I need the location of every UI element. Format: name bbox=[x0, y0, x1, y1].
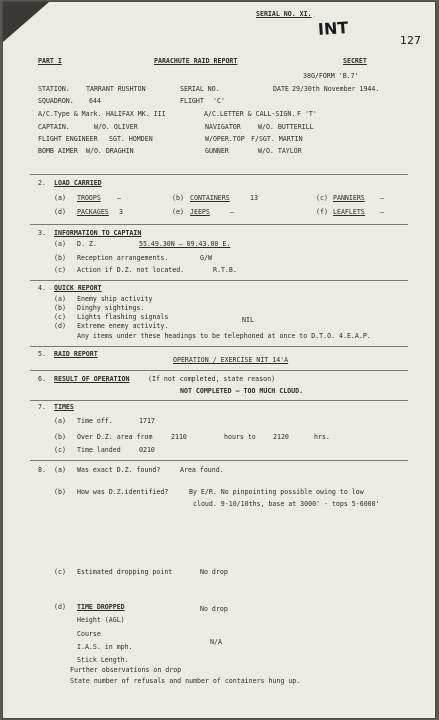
operation-value: OPERATION / EXERCISE NIT 14'A bbox=[173, 356, 289, 364]
leaflets-label: LEAFLETS bbox=[333, 208, 365, 216]
item-letter: (a) bbox=[54, 466, 66, 474]
dz-coordinates: 55.49.30N — 09.43.00 E. bbox=[139, 240, 231, 248]
divider bbox=[30, 224, 408, 225]
item-letter: (b) bbox=[54, 488, 66, 496]
navigator-value: W/O. BUTTERILL bbox=[258, 123, 314, 131]
item-letter: (b) bbox=[172, 194, 184, 202]
divider bbox=[30, 460, 408, 461]
time-landed-value: 0210 bbox=[139, 446, 155, 454]
packages-value: 3 bbox=[119, 208, 123, 216]
item-letter: (a) bbox=[54, 194, 66, 202]
further-observations-label: Further observations on drop bbox=[70, 666, 182, 674]
dz-label: D. Z. bbox=[77, 240, 97, 248]
telephone-note: Any items under these headings to be telephoned at once to D.T.O. 4.E.A.P. bbox=[77, 332, 371, 340]
item-letter: (a) bbox=[54, 240, 66, 248]
callsign-value: F 'T' bbox=[297, 110, 317, 118]
section-7-title: TIMES bbox=[54, 403, 74, 411]
item-letter: (c) bbox=[54, 313, 66, 321]
reception-value: G/W bbox=[200, 254, 212, 262]
hours-to-label: hours to bbox=[224, 433, 256, 441]
section-2-title: LOAD CARRIED bbox=[54, 179, 102, 187]
section-6-title: RESULT OF OPERATION bbox=[54, 375, 130, 383]
bomb-aimer-value: W/O. DRAGHIN bbox=[86, 147, 134, 155]
time-off-value: 1717 bbox=[139, 417, 155, 425]
serial-heading: SERIAL NO. XI. bbox=[256, 10, 312, 18]
divider bbox=[30, 370, 408, 371]
action-label: Action if D.Z. not located. bbox=[77, 266, 185, 274]
section-6-number: 6. bbox=[38, 375, 46, 383]
stick-length-label: Stick Length. bbox=[77, 656, 129, 664]
height-label: Height (AGL) bbox=[77, 616, 125, 624]
ias-label: I.A.S. in mph. bbox=[77, 643, 133, 651]
aircraft-label: A/C.Type & Mark. bbox=[38, 110, 102, 118]
time-landed-label: Time landed bbox=[77, 446, 121, 454]
item-letter: (a) bbox=[54, 417, 66, 425]
section-8-number: 8. bbox=[38, 466, 46, 474]
item-letter: (f) bbox=[316, 208, 328, 216]
gunner-label: GUNNER bbox=[205, 147, 229, 155]
squadron-value: 644 bbox=[89, 97, 101, 105]
divider bbox=[30, 280, 408, 281]
course-label: Course bbox=[77, 630, 101, 638]
result-value: NOT COMPLETED — TOO MUCH CLOUD. bbox=[180, 387, 304, 395]
flight-value: 'C' bbox=[213, 97, 225, 105]
item-letter: (b) bbox=[54, 433, 66, 441]
quick-report-nil: NIL bbox=[242, 316, 254, 324]
date-value: 29/30th November 1944. bbox=[292, 85, 380, 93]
item-letter: (d) bbox=[54, 603, 66, 611]
leaflets-value: — bbox=[380, 208, 384, 216]
refusals-label: State number of refusals and number of containers hung up. bbox=[70, 677, 301, 685]
int-stamp: INT bbox=[317, 17, 349, 40]
divider bbox=[30, 346, 408, 347]
date-label: DATE bbox=[273, 85, 289, 93]
exact-dz-label: Was exact D.Z. found? bbox=[77, 466, 161, 474]
captain-value: W/O. OLIVER bbox=[94, 123, 138, 131]
time-off-label: Time off. bbox=[77, 417, 113, 425]
packages-label: PACKAGES bbox=[77, 208, 109, 216]
over-dz-from: 2110 bbox=[171, 433, 187, 441]
time-dropped-label: TIME DROPPED bbox=[77, 603, 125, 611]
jeeps-value: — bbox=[230, 208, 234, 216]
engineer-value: SGT. HOMDEN bbox=[109, 135, 153, 143]
dropping-point-value: No drop bbox=[200, 568, 228, 576]
time-dropped-value: No drop bbox=[200, 605, 228, 613]
dropping-point-label: Estimated dropping point bbox=[77, 568, 173, 576]
panniers-label: PANNIERS bbox=[333, 194, 365, 202]
item-letter: (e) bbox=[172, 208, 184, 216]
item-letter: (b) bbox=[54, 304, 66, 312]
dz-identified-value-cont: cloud. 9-10/10ths, base at 3000' - tops 5-6000' bbox=[193, 500, 380, 508]
part-label: PART I bbox=[38, 57, 62, 65]
divider bbox=[30, 400, 408, 401]
section-3-number: 3. bbox=[38, 229, 46, 237]
enemy-activity-label: Extreme enemy activity. bbox=[77, 322, 169, 330]
item-letter: (b) bbox=[54, 254, 66, 262]
exact-dz-value: Area found. bbox=[180, 466, 224, 474]
callsign-label: A/C.LETTER & CALL-SIGN. bbox=[204, 110, 296, 118]
over-dz-label: Over D.Z. area from bbox=[77, 433, 153, 441]
item-letter: (c) bbox=[316, 194, 328, 202]
item-letter: (c) bbox=[54, 568, 66, 576]
enemy-ship-label: Enemy ship activity bbox=[77, 295, 153, 303]
squadron-label: SQUADRON. bbox=[38, 97, 74, 105]
navigator-label: NAVIGATOR bbox=[205, 123, 241, 131]
wop-value: F/SGT. MARTIN bbox=[251, 135, 303, 143]
form-number: 38G/FORM 'B.7' bbox=[303, 72, 359, 80]
engineer-label: FLIGHT ENGINEER bbox=[38, 135, 98, 143]
section-5-title: RAID REPORT bbox=[54, 350, 98, 358]
aircraft-value: HALIFAX MK. III bbox=[106, 110, 166, 118]
section-3-title: INFORMATION TO CAPTAIN bbox=[54, 229, 142, 237]
item-letter: (d) bbox=[54, 208, 66, 216]
item-letter: (a) bbox=[54, 295, 66, 303]
divider bbox=[30, 174, 408, 175]
containers-label: CONTAINERS bbox=[190, 194, 230, 202]
over-dz-to: 2120 bbox=[273, 433, 289, 441]
captain-label: CAPTAIN. bbox=[38, 123, 70, 131]
torn-corner bbox=[3, 2, 49, 42]
secret-label: SECRET bbox=[343, 57, 367, 65]
report-title: PARACHUTE RAID REPORT bbox=[154, 57, 238, 65]
na-value: N/A bbox=[210, 638, 222, 646]
section-4-number: 4. bbox=[38, 284, 46, 292]
lights-label: Lights flashing signals bbox=[77, 313, 169, 321]
serial-no-label: SERIAL NO. bbox=[180, 85, 220, 93]
page-number: 127 bbox=[400, 34, 421, 47]
troops-label: TROOPS bbox=[77, 194, 101, 202]
jeeps-label: JEEPS bbox=[190, 208, 210, 216]
dz-identified-label: How was D.Z.identified? bbox=[77, 488, 169, 496]
station-value: TARRANT RUSHTON bbox=[86, 85, 146, 93]
hrs-label: hrs. bbox=[314, 433, 330, 441]
station-label: STATION. bbox=[38, 85, 70, 93]
item-letter: (c) bbox=[54, 446, 66, 454]
section-5-number: 5. bbox=[38, 350, 46, 358]
wop-label: W/OPER.TOP bbox=[205, 135, 245, 143]
containers-value: 13 bbox=[250, 194, 258, 202]
section-4-title: QUICK REPORT bbox=[54, 284, 102, 292]
troops-value: — bbox=[117, 194, 121, 202]
section-6-note: (If not completed, state reason) bbox=[148, 375, 276, 383]
dinghy-label: Dinghy sightings. bbox=[77, 304, 145, 312]
flight-label: FLIGHT bbox=[180, 97, 204, 105]
item-letter: (c) bbox=[54, 266, 66, 274]
item-letter: (d) bbox=[54, 322, 66, 330]
dz-identified-value: By E/R. No pinpointing possible owing to low bbox=[189, 488, 364, 496]
action-value: R.T.B. bbox=[213, 266, 237, 274]
bomb-aimer-label: BOMB AIMER bbox=[38, 147, 78, 155]
section-7-number: 7. bbox=[38, 403, 46, 411]
section-2-number: 2. bbox=[38, 179, 46, 187]
reception-label: Reception arrangements. bbox=[77, 254, 169, 262]
gunner-value: W/O. TAYLOR bbox=[258, 147, 302, 155]
panniers-value: — bbox=[380, 194, 384, 202]
